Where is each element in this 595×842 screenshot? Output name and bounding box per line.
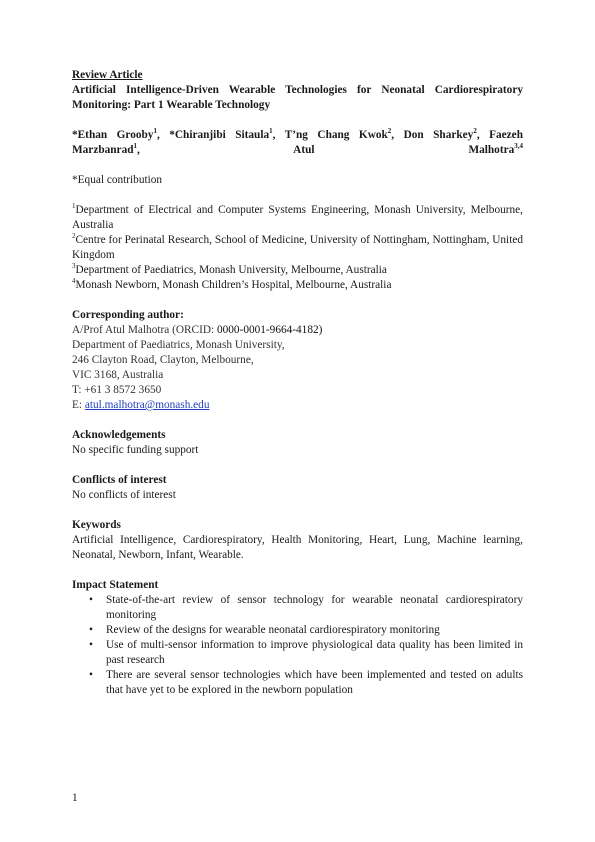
acknowledgements-text: No specific funding support <box>72 444 199 456</box>
email-line <box>72 398 523 413</box>
impact-heading: Impact Statement <box>72 579 159 591</box>
affiliation-list <box>72 203 523 293</box>
impact-section <box>72 578 523 698</box>
author-name: Don Sharkey <box>403 129 474 141</box>
author-separator: , <box>137 144 294 156</box>
conflicts-section <box>72 473 523 503</box>
corresponding-name-text: A/Prof Atul Malhotra (ORCID: <box>72 324 217 336</box>
author-affiliation-mark: 2 <box>387 127 392 136</box>
author-separator: , <box>156 129 170 141</box>
acknowledgements-section <box>72 428 523 458</box>
affiliation-text: Monash Newborn, Monash Children’s Hospital, Melbourne, Australia <box>75 279 392 291</box>
author-name: *Ethan Grooby <box>72 129 154 141</box>
affiliation <box>72 203 523 233</box>
bullet-icon: • <box>89 669 93 681</box>
author-separator: , <box>476 129 490 141</box>
affiliation-number: 2 <box>72 232 76 241</box>
equal-contribution-note: *Equal contribution <box>72 174 163 186</box>
impact-list <box>72 593 523 698</box>
conflicts-heading: Conflicts of interest <box>72 474 167 486</box>
bullet-icon: • <box>89 624 93 636</box>
address-line: VIC 3168, Australia <box>72 369 164 381</box>
author-separator: , <box>272 129 285 141</box>
impact-item <box>72 623 523 638</box>
keywords-text: Artificial Intelligence, Cardiorespiratory, Health Monitoring, Heart, Lung, Machine learning, Neonatal, Newborn, Infant, Wearable. <box>72 534 523 561</box>
affiliation-text: Department of Electrical and Computer Systems Engineering, Monash University, Melbourne, Australia <box>72 204 523 231</box>
page-body <box>72 68 523 698</box>
affiliation-number: 3 <box>72 262 76 271</box>
affiliation <box>72 278 523 293</box>
affiliation-text: Department of Paediatrics, Monash University, Melbourne, Australia <box>75 264 387 276</box>
author-name: Faezeh Marzbanrad <box>72 129 523 156</box>
phone-line: T: +61 3 8572 3650 <box>72 384 162 396</box>
impact-item <box>72 638 523 668</box>
author-separator: , <box>391 129 404 141</box>
author-affiliation-mark: 1 <box>153 127 157 136</box>
page-number: 1 <box>72 792 78 804</box>
paper-title: Artificial Intelligence-Driven Wearable Technologies for Neonatal Cardiorespiratory Monitoring: Part 1 Wearable Technology <box>72 84 523 111</box>
address-line: Department of Paediatrics, Monash University, <box>72 339 285 351</box>
corresponding-heading: Corresponding author: <box>72 309 184 321</box>
affiliation-number: 4 <box>72 277 76 286</box>
keywords-section <box>72 518 523 563</box>
affiliation <box>72 263 523 278</box>
bullet-icon: • <box>89 594 93 606</box>
author-name: *Chiranjibi Sitaula <box>169 129 270 141</box>
impact-item <box>72 593 523 623</box>
affiliation-text: Centre for Perinatal Research, School of Medicine, University of Nottingham, Nottingham, United Kingdom <box>72 234 523 261</box>
author-affiliation-mark: 1 <box>133 142 137 151</box>
email-prefix: E: <box>72 399 85 411</box>
impact-item-text: State-of-the-art review of sensor technology for wearable neonatal cardiorespiratory monitoring <box>106 594 523 621</box>
affiliation <box>72 233 523 263</box>
author-affiliation-mark: 2 <box>473 127 477 136</box>
orcid-id: 0000-0001-9664-4182) <box>216 324 323 336</box>
impact-item-text: Use of multi-sensor information to improve physiological data quality has been limited in past research <box>106 639 523 666</box>
impact-item-text: There are several sensor technologies which have been implemented and tested on adults that have yet to be explored in the newborn population <box>106 669 523 696</box>
email-link[interactable]: atul.malhotra@monash.edu <box>84 399 210 411</box>
author-name: Atul Malhotra <box>293 144 515 156</box>
corresponding-name <box>72 323 523 338</box>
address-line: 246 Clayton Road, Clayton, Melbourne, <box>72 354 254 366</box>
author-name: T’ng Chang Kwok <box>284 129 388 141</box>
bullet-icon: • <box>89 639 93 651</box>
conflicts-text: No conflicts of interest <box>72 489 176 501</box>
impact-item <box>72 668 523 698</box>
corresponding-author-block <box>72 308 523 413</box>
keywords-heading: Keywords <box>72 519 121 531</box>
affiliation-number: 1 <box>72 202 76 211</box>
author-affiliation-mark: 3,4 <box>514 142 523 151</box>
acknowledgements-heading: Acknowledgements <box>72 429 166 441</box>
author-list <box>72 128 523 158</box>
impact-item-text: Review of the designs for wearable neonatal cardiorespiratory monitoring <box>106 624 440 636</box>
author-affiliation-mark: 1 <box>269 127 273 136</box>
article-type: Review Article <box>72 69 143 81</box>
